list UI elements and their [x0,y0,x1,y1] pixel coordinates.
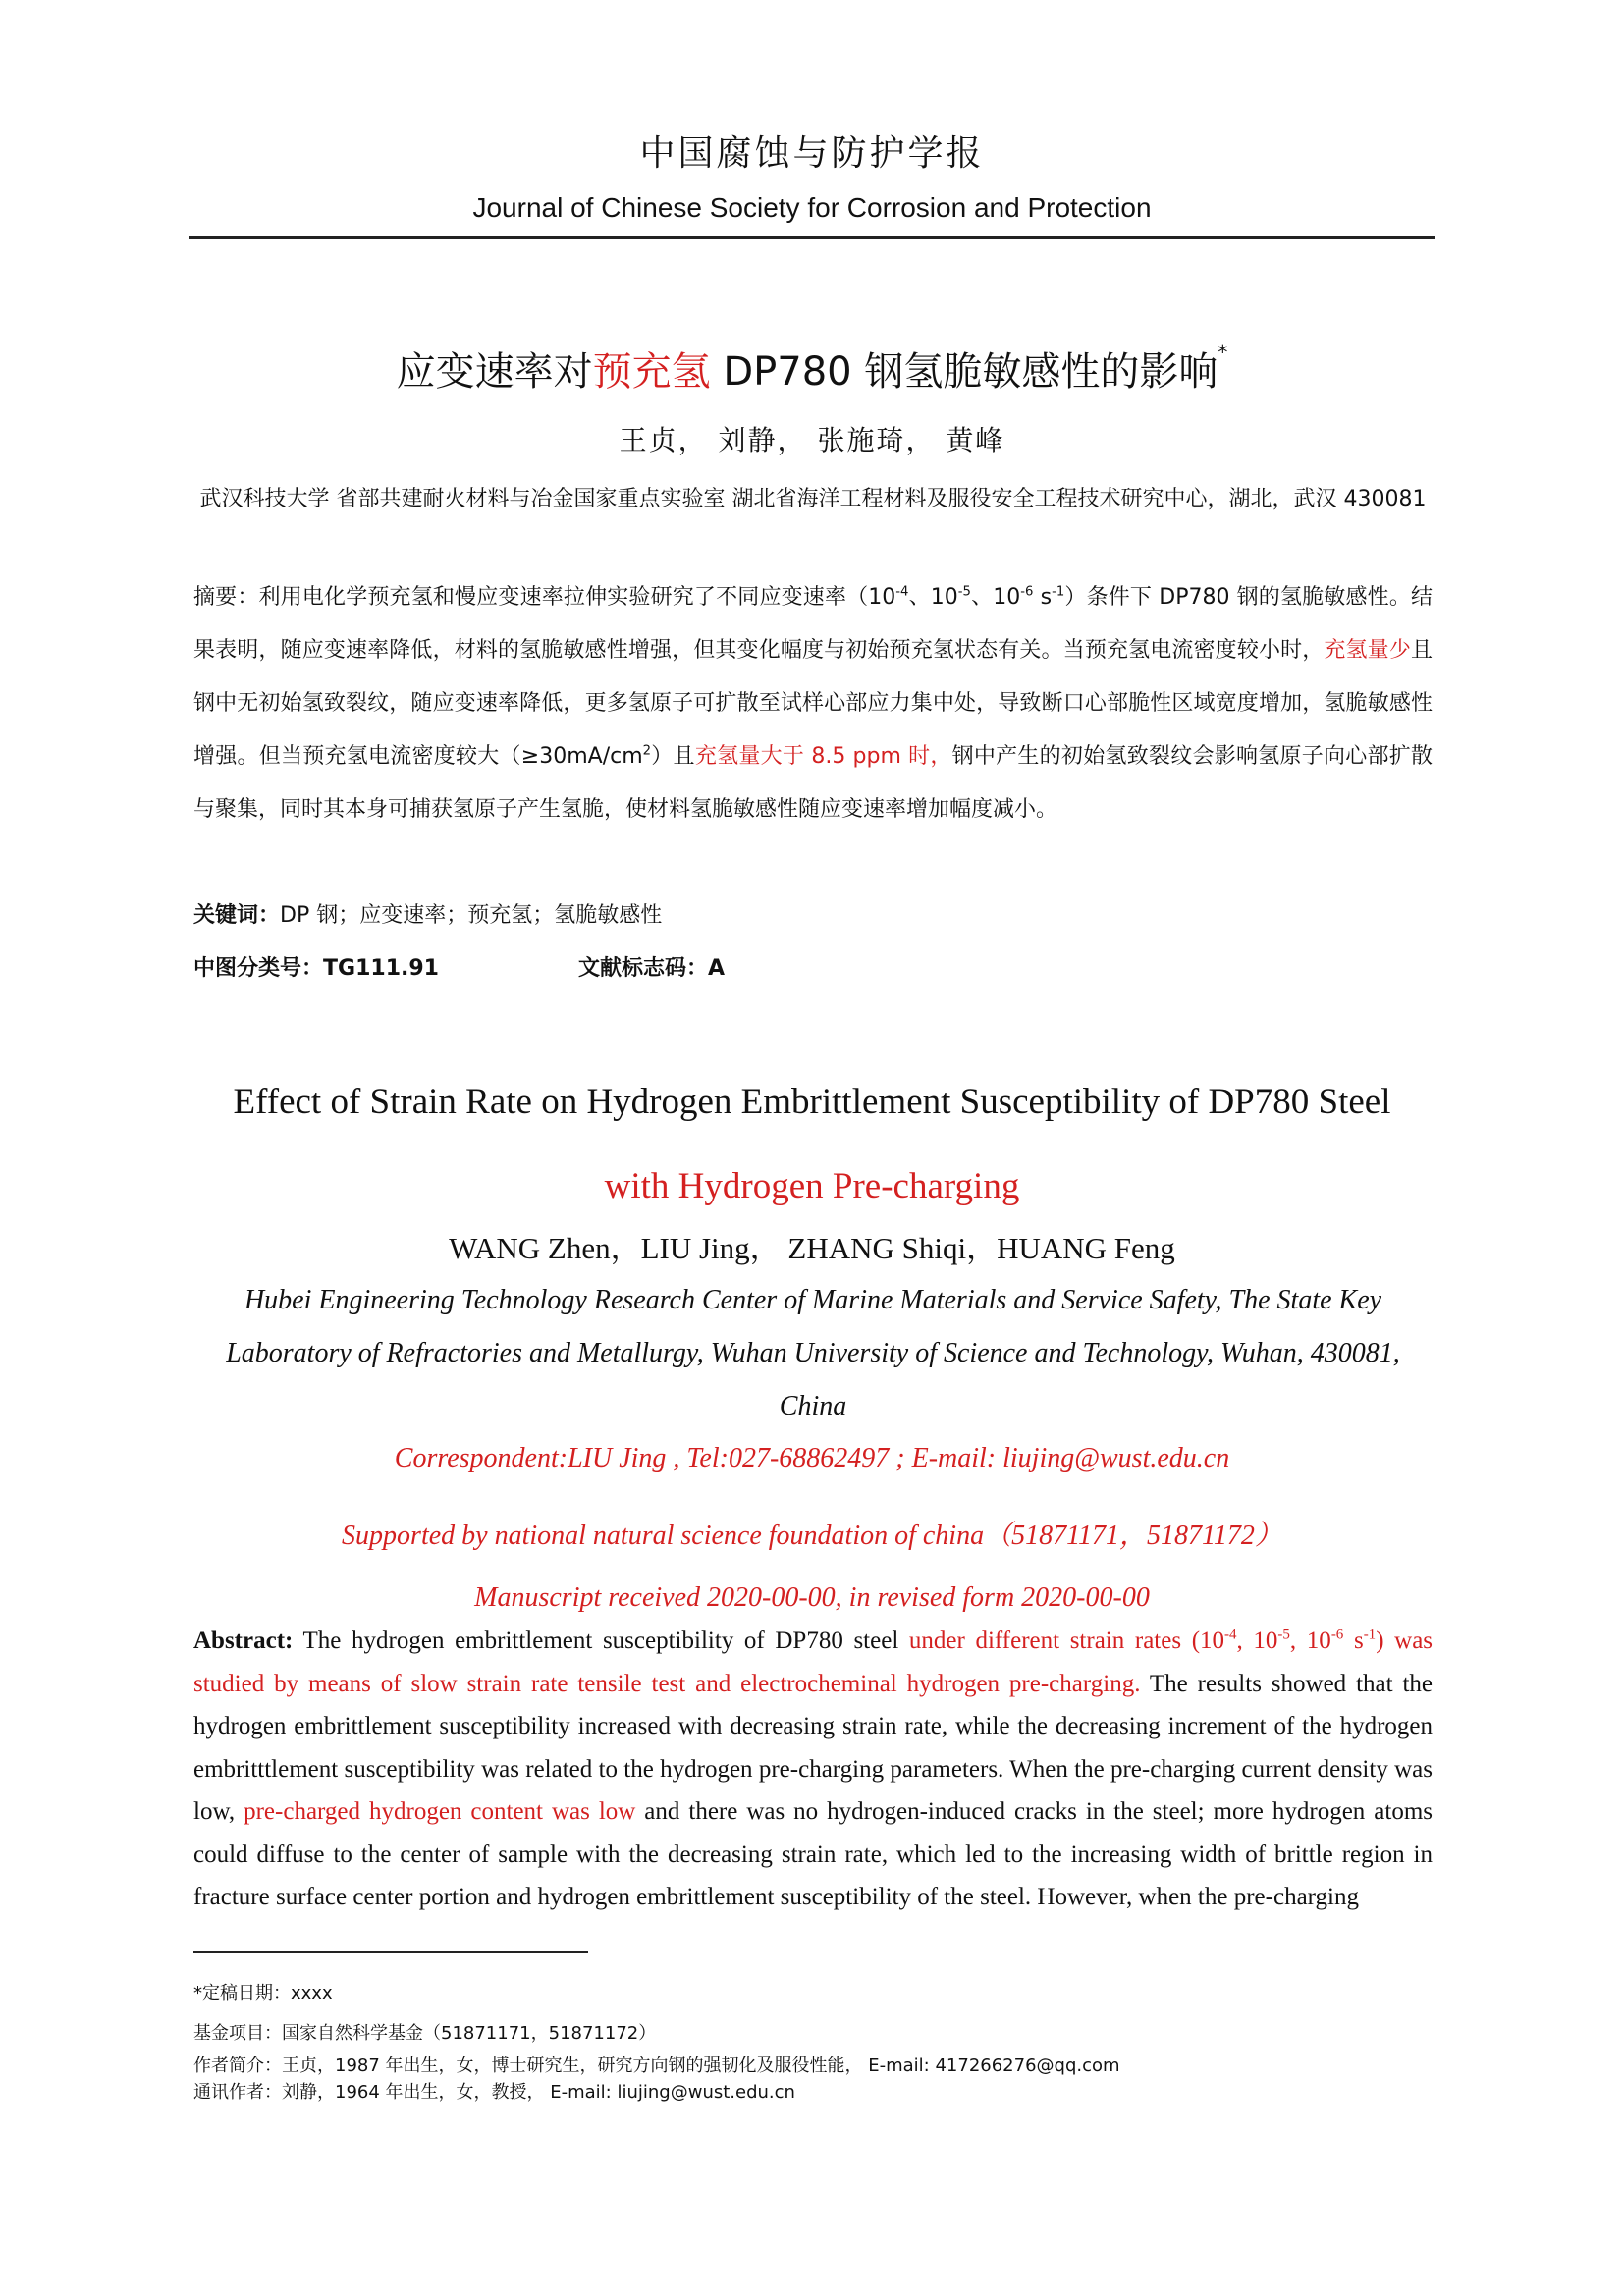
abstract-en-text: s [1343,1628,1364,1654]
paper-title-en [0,1060,1624,1229]
title-en-line1: Effect of Strain Rate on Hydrogen Embrittlement Susceptibility of DP780 Steel [233,1082,1391,1122]
abstract-en-text: , 10 [1289,1628,1331,1654]
doc-code-value: A [708,956,726,981]
clc-label: 中图分类号： [193,956,324,981]
exponent: -4 [895,584,909,600]
journal-title-en: Journal of Chinese Society for Corrosion and Protection [472,192,1152,223]
abstract-en-label: Abstract: [193,1628,294,1654]
abstract-cn-text: 钢中产生的初始氢致裂纹会影响氢原子向心部扩散与聚集，同时其本身可捕获氢原子产生氢脆，使材料氢脆敏感性随应变速率增加幅度减小。 [193,744,1433,822]
funding-info: Supported by national natural science foundation of china（51871171，51871172） [342,1521,1282,1551]
abstract-cn-text: 、10 [970,585,1021,610]
exponent: -6 [1330,1627,1344,1643]
abstract-en-text: under different strain rates (10 [908,1628,1225,1654]
exponent: -1 [1363,1627,1377,1643]
manuscript-dates: Manuscript received 2020-00-00, in revised form 2020-00-00 [474,1582,1150,1613]
abstract-cn-text: ）条件下 DP780 钢的氢脆敏感性。结果表明，随应变速率降低，材料的氢脆敏感性增强，但其变化幅度与初始预充氢状态有关。当预充氢电流密度较小时， [193,585,1433,663]
abstract-cn-text: 、10 [908,585,958,610]
keywords-label: 关键词： [193,903,281,928]
abstract-en-text: ) was studied by means of slow strain rate tensile test and electrocheminal hydrogen pre-charging. [193,1628,1434,1697]
footnote-funding: 基金项目：国家自然科学基金（51871171，51871172） [193,2023,657,2044]
authors-en: WANG Zhen，LIU Jing， ZHANG Shiqi，HUANG Feng [449,1231,1175,1265]
abstract-cn-highlight: 充氢量少 [1324,638,1411,663]
abstract-cn-text: ）且 [651,744,695,769]
footnote-final-date: *定稿日期：xxxx [193,1983,333,2003]
abstract-cn-highlight: 充氢量大于 8.5 ppm 时， [694,744,952,769]
abstract-cn-text: 且钢中无初始氢致裂纹，随应变速率降低，更多氢原子可扩散至试样心部应力集中处，导致断口心部脆性区域宽度增加，氢脆敏感性增强。但当预充氢电流密度较大（≥30mA/cm [193,638,1433,769]
correspondent-info: Correspondent:LIU Jing , Tel:027-68862497 ; E-mail: liujing@wust.edu.cn [394,1443,1230,1473]
header-divider [189,236,1435,239]
abstract-en-text: and there was no hydrogen-induced cracks in the steel; more hydrogen atoms could diffuse to the center of sample with the decreasing strain rate, which led to the increasing width of brittle region in fracture surface center portion and hydrogen embrittlement susceptibility of the steel. However, when the pre-charging [193,1798,1433,1910]
exponent: 2 [642,743,652,759]
abstract-en-text: , 10 [1236,1628,1278,1654]
classification-line [193,942,1433,995]
keywords-cn [193,889,1433,942]
title-en-line2: with Hydrogen Pre-charging [604,1166,1020,1206]
abstract-en-text: The hydrogen embrittlement susceptibility of DP780 steel [293,1628,909,1654]
exponent: -5 [957,584,971,600]
footnote-divider [193,1951,588,1953]
abstract-cn-label: 摘要： [193,585,259,610]
footnote-author-bio: 作者简介：王贞，1987 年出生，女，博士研究生，研究方向钢的强韧化及服役性能， E-mail: 417266276@qq.com [193,2056,1120,2076]
abstract-cn [193,571,1433,836]
paper-title-cn [0,341,1624,397]
title-cn-part3: DP780 钢氢脆敏感性的影响 [710,349,1218,395]
affiliation-cn: 武汉科技大学 省部共建耐火材料与冶金国家重点实验室 湖北省海洋工程材料及服役安全工程技术研究中心，湖北，武汉 430081 [199,487,1427,511]
exponent: -5 [1277,1627,1290,1643]
affiliation-en: Hubei Engineering Technology Research Center of Marine Materials and Service Safety, The State Key Laboratory of Refractories and Metallurgy, Wuhan University of Science and Technology, Wuhan, 430081, China [226,1285,1400,1421]
exponent: -1 [1052,584,1065,600]
footnote-corresponding-author: 通讯作者：刘静，1964 年出生，女，教授， E-mail: liujing@wust.edu.cn [193,2082,795,2103]
title-cn-highlight: 预充氢 [592,349,711,395]
abstract-cn-text: 利用电化学预充氢和慢应变速率拉伸实验研究了不同应变速率（10 [258,585,896,610]
journal-title-cn: 中国腐蚀与防护学报 [639,133,985,174]
abstract-cn-text: s [1033,585,1053,610]
title-footnote-mark: * [1218,341,1228,364]
abstract-en-highlight: pre-charged hydrogen content was low [244,1798,636,1825]
clc-value: TG111.91 [323,956,439,981]
authors-cn: 王贞， 刘静， 张施琦， 黄峰 [619,424,1005,456]
abstract-en-text: The results showed that the hydrogen embrittlement susceptibility increased with decreasing strain rate, while the decreasing increment of the hydrogen embritttlement susceptibility was related to the hydrogen pre-charging parameters. When the pre-charging current density was low, [193,1670,1433,1825]
title-cn-part1: 应变速率对 [396,349,593,395]
exponent: -4 [1224,1627,1237,1643]
keywords-text: DP 钢；应变速率；预充氢；氢脆敏感性 [280,903,663,928]
abstract-en [193,1620,1433,1919]
exponent: -6 [1020,584,1034,600]
document-code [578,942,725,995]
doc-code-label: 文献标志码： [578,956,709,981]
